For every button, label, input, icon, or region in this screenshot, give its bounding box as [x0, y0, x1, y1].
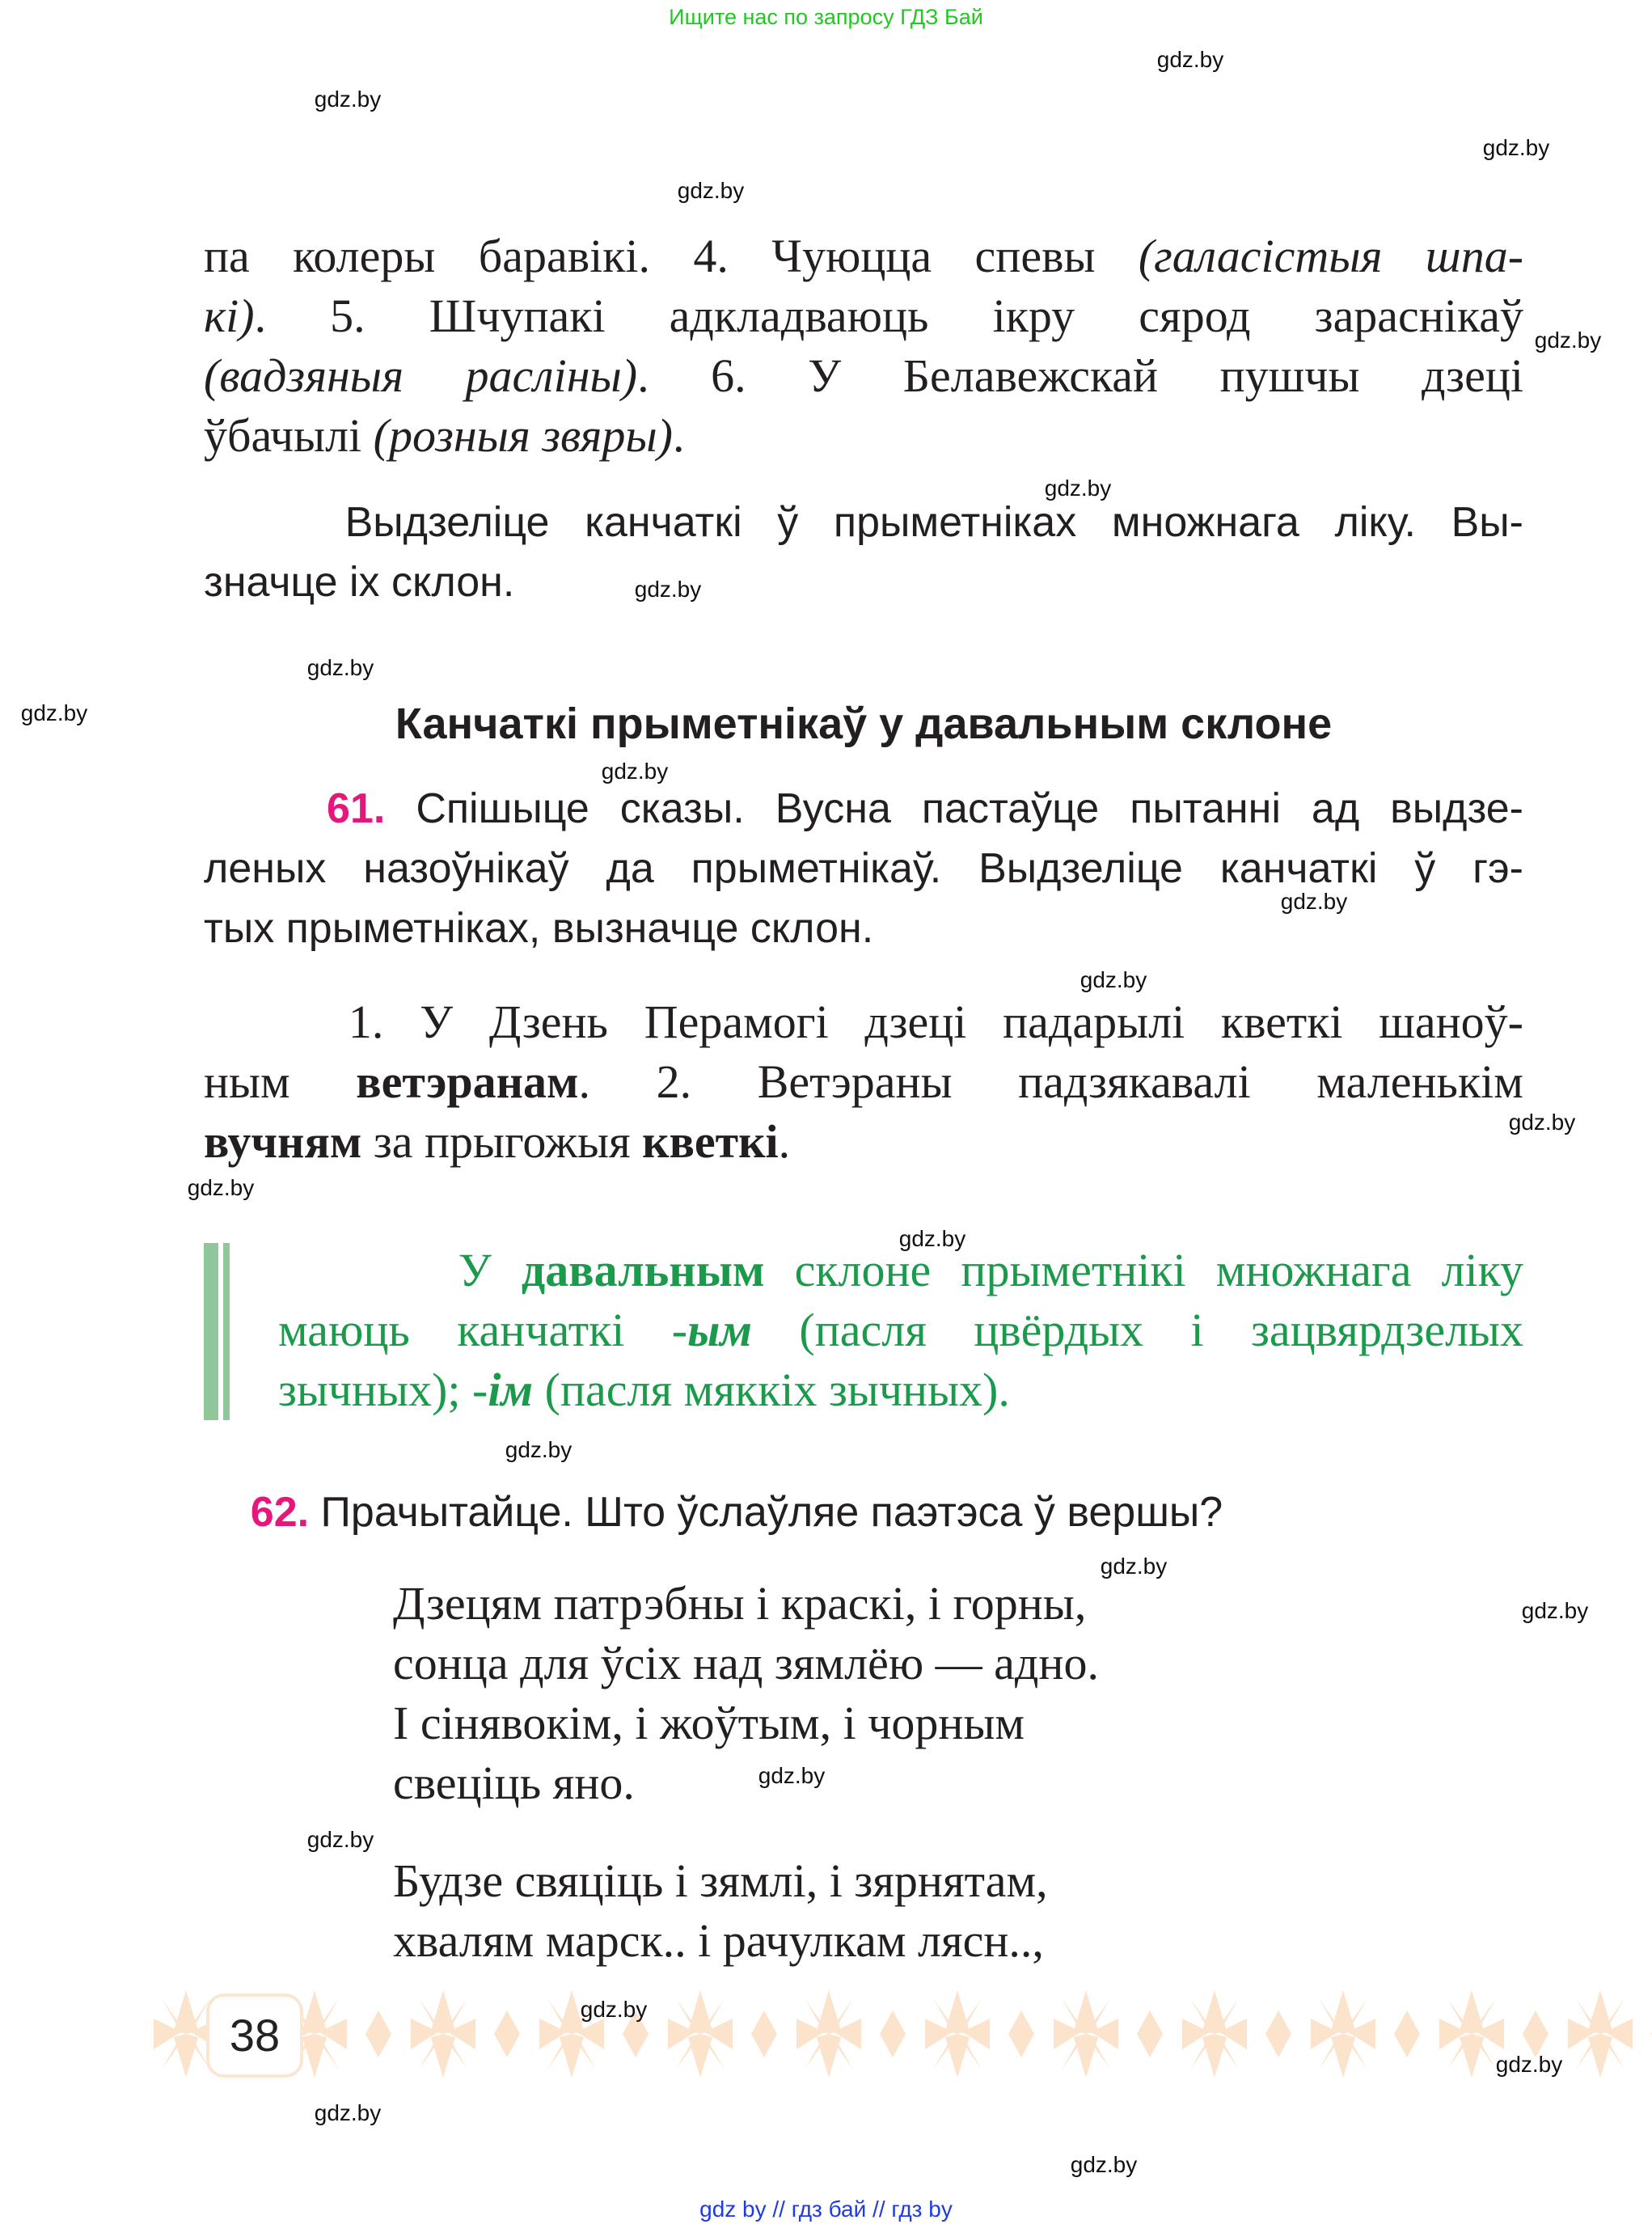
text-segment: давальным — [521, 1244, 765, 1296]
text-segment: леных назоўнікаў да прыметнікаў. Выдзеліце канчаткі ў гэ- — [204, 845, 1523, 892]
watermark: gdz.by — [1534, 328, 1602, 353]
text-segment: сонца для ўсіх над зямлёю — адно. — [393, 1637, 1099, 1689]
watermark: gdz.by — [677, 178, 745, 203]
watermark: gdz.by — [505, 1437, 572, 1462]
text-line — [393, 1851, 1523, 1911]
page-number: 38 — [206, 1994, 303, 2078]
poem-stanza-2 — [393, 1851, 1523, 1971]
rule-box — [278, 1241, 1523, 1420]
watermark: gdz.by — [580, 1997, 648, 2022]
text-segment: свеціць яно. — [393, 1757, 635, 1809]
text-segment: . 2. Ветэраны падзякавалі маленькім — [578, 1055, 1523, 1108]
watermark: gdz.by — [1521, 1598, 1589, 1623]
watermark: gdz.by — [1156, 47, 1224, 72]
text-segment: ім — [488, 1364, 534, 1416]
exercise-61-text — [204, 992, 1523, 1172]
text-segment: Выдзеліце канчаткі ў прыметніках множнага ліку. Вы- — [204, 499, 1523, 546]
rule-highlight-bar — [204, 1243, 223, 1420]
text-line — [393, 1911, 1523, 1971]
text-segment: (пасля мяккіх зычных). — [533, 1364, 1010, 1416]
text-line — [204, 1482, 1523, 1542]
text-segment: кветкі — [642, 1115, 779, 1168]
text-segment: І сінявокім, і жоўтым, і чорным — [393, 1697, 1025, 1749]
text-segment: Будзе свяціць і зямлі, і зярнятам, — [393, 1854, 1048, 1907]
text-segment: ветэранам — [356, 1055, 579, 1108]
exercise-number: 62. — [250, 1489, 310, 1536]
text-line — [393, 1574, 1523, 1634]
text-segment: за прыгожыя — [361, 1115, 643, 1168]
text-line — [393, 1753, 1523, 1813]
text-segment: зычных); - — [278, 1364, 488, 1416]
text-line — [204, 779, 1523, 839]
text-line — [278, 1300, 1523, 1360]
top-search-link[interactable]: Ищите нас по запросу ГДЗ Бай — [669, 5, 983, 29]
watermark: gdz.by — [898, 1226, 966, 1251]
text-line — [204, 1052, 1523, 1112]
watermark: gdz.by — [634, 577, 702, 602]
text-segment: па колеры баравікі. 4. Чуюцца спевы — [204, 230, 1139, 282]
text-line — [204, 406, 1523, 466]
text-segment: Спішыце сказы. Вусна пастаўце пытанні ад выдзе- — [385, 785, 1523, 832]
watermark: gdz.by — [314, 2100, 382, 2125]
text-segment: ным — [204, 1055, 357, 1108]
watermark: gdz.by — [758, 1763, 826, 1788]
watermark: gdz.by — [306, 655, 374, 680]
text-line — [278, 1360, 1523, 1420]
text-line — [393, 1634, 1523, 1693]
watermark: gdz.by — [1044, 476, 1112, 501]
prev-exercise-text — [204, 226, 1523, 466]
text-segment: хвалям марск.. і рачулкам лясн.., — [393, 1914, 1044, 1967]
text-segment: ым — [687, 1304, 753, 1356]
watermark: gdz.by — [1080, 967, 1147, 992]
text-line — [204, 346, 1523, 406]
text-line — [204, 286, 1523, 346]
text-segment: кі) — [204, 290, 255, 342]
text-line — [204, 552, 1523, 612]
watermark: gdz.by — [1482, 135, 1550, 160]
prev-task — [204, 493, 1523, 612]
watermark: gdz.by — [1100, 1554, 1168, 1579]
text-segment: Дзецям патрэбны і краскі, і горны, — [393, 1577, 1087, 1630]
exercise-61-task — [204, 779, 1523, 958]
text-segment: (розныя звяры) — [373, 409, 673, 462]
text-line — [204, 493, 1523, 552]
text-segment: . — [672, 409, 685, 462]
watermark: gdz.by — [306, 1827, 374, 1852]
text-segment: вучням — [204, 1115, 362, 1168]
watermark: gdz.by — [1280, 889, 1348, 914]
text-segment: (вадзяныя расліны) — [204, 349, 638, 402]
exercise-62-task — [204, 1482, 1523, 1542]
watermark: gdz.by — [314, 87, 382, 112]
text-segment: (пасля цвёрдых і зацвярдзелых — [752, 1304, 1523, 1356]
ornament-border — [154, 1986, 1652, 2082]
text-segment: . — [778, 1115, 791, 1168]
text-segment: значце іх склон. — [204, 559, 515, 606]
text-line — [204, 226, 1523, 286]
watermark: gdz.by — [1495, 2052, 1563, 2077]
watermark: gdz.by — [1070, 2152, 1138, 2177]
text-line — [393, 1693, 1523, 1753]
text-line — [204, 992, 1523, 1052]
text-segment: У — [278, 1244, 522, 1296]
text-segment — [204, 785, 327, 832]
text-segment: Прачытайце. Што ўслаўляе паэтэса ў вершы? — [309, 1489, 1223, 1536]
text-line — [204, 1112, 1523, 1172]
text-segment: маюць канчаткі - — [278, 1304, 688, 1356]
text-segment: (галасістыя шпа- — [1138, 230, 1524, 282]
footer-links[interactable]: gdz by // гдз бай // гдз by — [699, 2197, 953, 2222]
poem-stanza-1 — [393, 1574, 1523, 1813]
text-segment — [204, 1489, 251, 1536]
exercise-number: 61. — [327, 785, 386, 832]
watermark: gdz.by — [20, 700, 88, 725]
text-segment: . 6. У Белавежскай пушчы дзеці — [637, 349, 1523, 402]
text-segment: 1. У Дзень Перамогі дзеці падарылі кветкі шаноў- — [204, 996, 1523, 1048]
section-heading: Канчаткі прыметнікаў у давальным склоне — [395, 700, 1333, 748]
text-segment: . 5. Шчупакі адкладваюць ікру сярод зараснікаў — [254, 290, 1523, 342]
text-segment: склоне прыметнікі множнага ліку — [764, 1244, 1523, 1296]
watermark: gdz.by — [601, 759, 669, 784]
watermark: gdz.by — [187, 1175, 255, 1200]
text-segment: ўбачылі — [204, 409, 374, 462]
watermark: gdz.by — [1508, 1110, 1576, 1135]
text-segment: тых прыметніках, вызначце склон. — [204, 905, 874, 952]
